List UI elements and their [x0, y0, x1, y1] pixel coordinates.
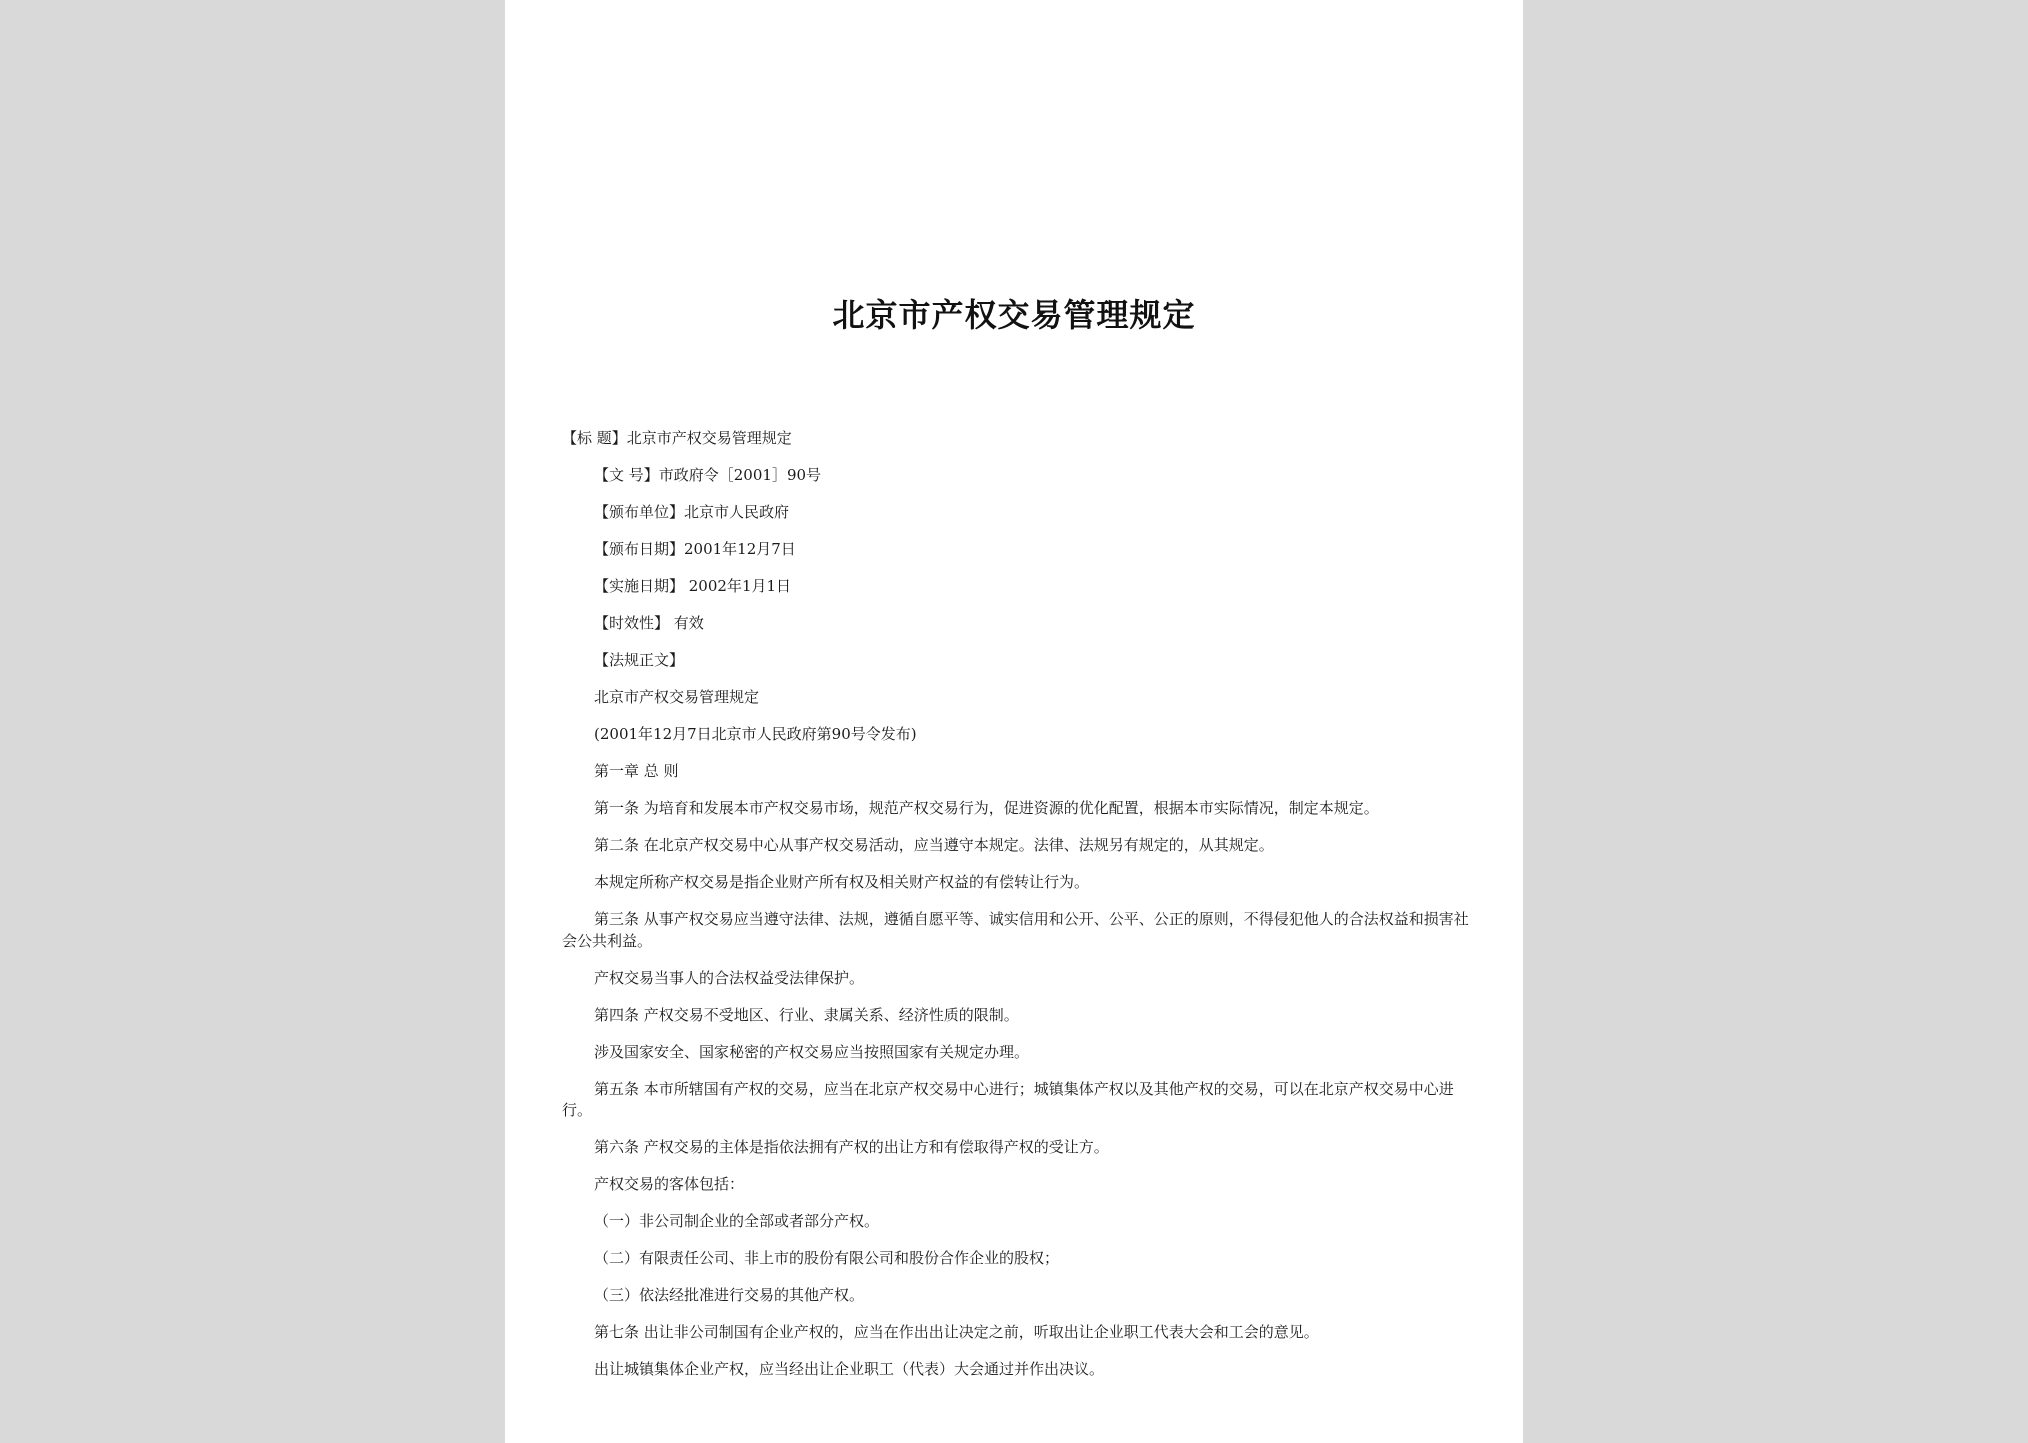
article-paragraph: 涉及国家安全、国家秘密的产权交易应当按照国家有关规定办理。: [594, 1042, 1030, 1061]
article-paragraph: 第四条 产权交易不受地区、行业、隶属关系、经济性质的限制。: [594, 1005, 1019, 1024]
document-body: [562, 428, 1472, 1396]
article-paragraph: 产权交易的客体包括：: [594, 1175, 745, 1193]
meta-title: 【标 题】北京市产权交易管理规定: [562, 429, 792, 447]
article-paragraph: 第一条 为培育和发展本市产权交易市场，规范产权交易行为，促进资源的优化配置，根据本市实际情况，制定本规定。: [594, 799, 1379, 817]
meta-issuer: 【颁布单位】北京市人民政府: [594, 503, 790, 521]
meta-validity: 【时效性】 有效: [594, 614, 704, 632]
meta-issue-date: 【颁布日期】2001年12月7日: [594, 540, 796, 558]
article-paragraph: 第六条 产权交易的主体是指依法拥有产权的出让方和有偿取得产权的受让方。: [594, 1138, 1109, 1156]
article-paragraph: 第七条 出让非公司制国有企业产权的，应当在作出出让决定之前，听取出让企业职工代表大会和工会的意见。: [594, 1323, 1319, 1341]
list-item: （一）非公司制企业的全部或者部分产权。: [594, 1212, 880, 1230]
chapter-heading: 第一章 总 则: [594, 762, 679, 780]
list-item: （二）有限责任公司、非上市的股份有限公司和股份合作企业的股权；: [594, 1249, 1060, 1267]
article-paragraph: 出让城镇集体企业产权，应当经出让企业职工（代表）大会通过并作出决议。: [594, 1360, 1105, 1378]
article-paragraph: 第五条 本市所辖国有产权的交易，应当在北京产权交易中心进行；城镇集体产权以及其他产权的交易，可以在北京产权交易中心进行。: [562, 1079, 1454, 1119]
law-name: 北京市产权交易管理规定: [594, 688, 760, 706]
meta-effective-date: 【实施日期】 2002年1月1日: [594, 577, 792, 595]
document-page: [505, 0, 1523, 1443]
article-paragraph: 第三条 从事产权交易应当遵守法律、法规，遵循自愿平等、诚实信用和公开、公平、公正的原则，不得侵犯他人的合法权益和损害社会公共利益。: [562, 910, 1469, 950]
article-paragraph: 产权交易当事人的合法权益受法律保护。: [594, 968, 865, 987]
document-title: 北京市产权交易管理规定: [832, 296, 1196, 334]
meta-doc-number: 【文 号】市政府令［2001］90号: [594, 466, 822, 484]
article-paragraph: 本规定所称产权交易是指企业财产所有权及相关财产权益的有偿转让行为。: [594, 873, 1090, 891]
article-paragraph: 第二条 在北京产权交易中心从事产权交易活动，应当遵守本规定。法律、法规另有规定的，从其规定。: [594, 836, 1274, 854]
law-issuance-note: (2001年12月7日北京市人民政府第90号令发布): [594, 725, 917, 743]
list-item: （三）依法经批准进行交易的其他产权。: [594, 1286, 865, 1304]
meta-body-heading: 【法规正文】: [594, 651, 685, 669]
